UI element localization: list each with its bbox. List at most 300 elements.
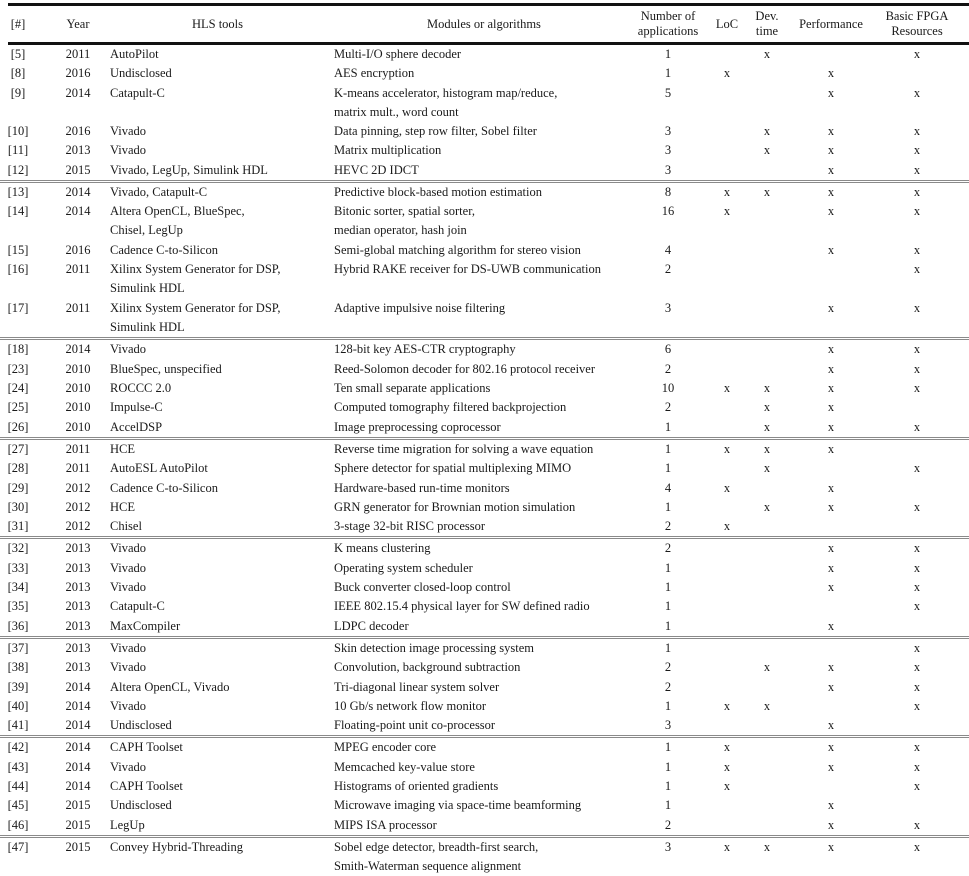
cell-num-applications: 1 bbox=[664, 441, 672, 456]
table-row bbox=[0, 517, 969, 536]
cell-performance: x bbox=[827, 499, 835, 514]
cell-modules-line: Operating system scheduler bbox=[334, 560, 473, 575]
cell-modules-line: 128-bit key AES-CTR cryptography bbox=[334, 342, 516, 357]
cell-modules-line: Predictive block-based motion estimation bbox=[334, 185, 542, 200]
cell-hls-tools bbox=[110, 418, 325, 437]
cell-hls-tools bbox=[110, 398, 325, 417]
cell-fpga-resources: x bbox=[913, 640, 921, 655]
cell-year: 2012 bbox=[65, 519, 91, 534]
cell-hls-tools-line: Vivado bbox=[110, 580, 147, 595]
table-row bbox=[0, 202, 969, 241]
cell-fpga-resources: x bbox=[913, 560, 921, 575]
cell-modules-line: Data pinning, step row filter, Sobel filter bbox=[334, 124, 537, 139]
cell-ref: [36] bbox=[7, 618, 29, 633]
cell-loc: x bbox=[723, 204, 731, 219]
cell-hls-tools-line: Vivado bbox=[110, 640, 147, 655]
cell-num-applications: 1 bbox=[664, 798, 672, 813]
cell-ref: [23] bbox=[7, 361, 29, 376]
cell-ref: [5] bbox=[10, 47, 26, 61]
table-row bbox=[0, 716, 969, 735]
header-ref-label: [#] bbox=[10, 16, 26, 31]
cell-hls-tools bbox=[110, 716, 325, 735]
cell-modules bbox=[334, 716, 634, 735]
cell-modules bbox=[334, 738, 634, 757]
header-performance bbox=[792, 6, 870, 42]
cell-modules bbox=[334, 418, 634, 437]
cell-hls-tools-line: HCE bbox=[110, 499, 135, 514]
cell-hls-tools bbox=[110, 260, 325, 298]
cell-modules-line: Ten small separate applications bbox=[334, 381, 491, 396]
cell-loc: x bbox=[723, 185, 731, 200]
cell-num-applications: 1 bbox=[664, 499, 672, 514]
cell-num-applications: 2 bbox=[664, 679, 672, 694]
cell-ref: [30] bbox=[7, 499, 29, 514]
cell-hls-tools-line: AccelDSP bbox=[110, 419, 163, 434]
cell-performance: x bbox=[827, 660, 835, 675]
cell-performance: x bbox=[827, 679, 835, 694]
table-row bbox=[0, 816, 969, 835]
cell-year: 2013 bbox=[65, 618, 91, 633]
cell-performance: x bbox=[827, 839, 835, 854]
cell-hls-tools-line: CAPH Toolset bbox=[110, 778, 183, 793]
cell-year: 2014 bbox=[65, 698, 91, 713]
cell-hls-tools bbox=[110, 161, 325, 180]
cell-hls-tools-line: HCE bbox=[110, 441, 135, 456]
cell-modules-line: HEVC 2D IDCT bbox=[334, 162, 419, 177]
table-row bbox=[0, 260, 969, 299]
table-row bbox=[0, 559, 969, 578]
cell-ref: [40] bbox=[7, 698, 29, 713]
table-row bbox=[0, 639, 969, 658]
cell-modules bbox=[334, 479, 634, 498]
cell-modules bbox=[334, 838, 634, 876]
table-row bbox=[0, 658, 969, 677]
cell-dev-time: x bbox=[763, 381, 771, 396]
cell-hls-tools-line: Cadence C-to-Silicon bbox=[110, 242, 218, 257]
cell-num-applications: 10 bbox=[661, 381, 675, 396]
cell-num-applications: 5 bbox=[664, 85, 672, 100]
cell-performance: x bbox=[827, 342, 835, 357]
row-group bbox=[0, 835, 969, 876]
cell-num-applications: 1 bbox=[664, 740, 672, 755]
cell-ref: [26] bbox=[7, 419, 29, 434]
cell-year: 2014 bbox=[65, 759, 91, 774]
table-row bbox=[0, 122, 969, 141]
cell-year: 2014 bbox=[65, 85, 91, 100]
cell-modules bbox=[334, 84, 634, 122]
cell-fpga-resources: x bbox=[913, 778, 921, 793]
cell-modules-line: median operator, hash join bbox=[334, 223, 467, 238]
cell-modules-line: 3-stage 32-bit RISC processor bbox=[334, 519, 486, 534]
cell-dev-time: x bbox=[763, 698, 771, 713]
cell-year: 2013 bbox=[65, 541, 91, 556]
cell-dev-time: x bbox=[763, 441, 771, 456]
cell-num-applications: 2 bbox=[664, 262, 672, 277]
cell-loc: x bbox=[723, 759, 731, 774]
cell-ref: [24] bbox=[7, 381, 29, 396]
cell-fpga-resources: x bbox=[913, 162, 921, 177]
cell-modules-line: MIPS ISA processor bbox=[334, 817, 437, 832]
cell-modules bbox=[334, 539, 634, 558]
cell-hls-tools-line: Vivado bbox=[110, 541, 147, 556]
table-row bbox=[0, 379, 969, 398]
cell-hls-tools bbox=[110, 122, 325, 141]
cell-num-applications: 1 bbox=[664, 618, 672, 633]
cell-num-applications: 2 bbox=[664, 519, 672, 534]
cell-year: 2011 bbox=[65, 300, 91, 315]
cell-modules-line: Skin detection image processing system bbox=[334, 640, 534, 655]
cell-modules bbox=[334, 440, 634, 459]
cell-hls-tools-line: Vivado bbox=[110, 124, 147, 139]
cell-performance: x bbox=[827, 480, 835, 495]
cell-modules-line: K-means accelerator, histogram map/reduce, bbox=[334, 85, 558, 100]
table-row bbox=[0, 64, 969, 83]
cell-hls-tools bbox=[110, 479, 325, 498]
cell-hls-tools-line: Undisclosed bbox=[110, 718, 172, 733]
cell-performance: x bbox=[827, 618, 835, 633]
cell-hls-tools-line: Vivado, LegUp, Simulink HDL bbox=[110, 162, 268, 177]
cell-hls-tools bbox=[110, 597, 325, 616]
cell-hls-tools bbox=[110, 639, 325, 658]
table-row bbox=[0, 578, 969, 597]
cell-hls-tools bbox=[110, 84, 325, 103]
cell-fpga-resources: x bbox=[913, 361, 921, 376]
cell-num-applications: 1 bbox=[664, 47, 672, 61]
cell-modules-line: Semi-global matching algorithm for stereo vision bbox=[334, 242, 581, 257]
cell-hls-tools-line: Vivado bbox=[110, 698, 147, 713]
cell-year: 2013 bbox=[65, 580, 91, 595]
cell-fpga-resources: x bbox=[913, 262, 921, 277]
cell-ref: [33] bbox=[7, 560, 29, 575]
cell-performance: x bbox=[827, 185, 835, 200]
cell-hls-tools-line: Cadence C-to-Silicon bbox=[110, 480, 218, 495]
cell-year: 2015 bbox=[65, 817, 91, 832]
cell-num-applications: 3 bbox=[664, 839, 672, 854]
cell-performance: x bbox=[827, 541, 835, 556]
cell-modules bbox=[334, 379, 634, 398]
cell-hls-tools bbox=[110, 559, 325, 578]
table-row bbox=[0, 161, 969, 180]
cell-year: 2011 bbox=[65, 441, 91, 456]
cell-fpga-resources: x bbox=[913, 839, 921, 854]
cell-fpga-resources: x bbox=[913, 47, 921, 61]
cell-hls-tools bbox=[110, 678, 325, 697]
cell-ref: [29] bbox=[7, 480, 29, 495]
cell-ref: [12] bbox=[7, 162, 29, 177]
table-row bbox=[0, 183, 969, 202]
cell-year: 2010 bbox=[65, 361, 91, 376]
cell-modules-line: K means clustering bbox=[334, 541, 431, 556]
cell-ref: [25] bbox=[7, 400, 29, 415]
table-body bbox=[0, 45, 969, 876]
cell-performance: x bbox=[827, 419, 835, 434]
cell-modules-line: Histograms of oriented gradients bbox=[334, 778, 499, 793]
cell-modules-line: 10 Gb/s network flow monitor bbox=[334, 698, 487, 713]
header-num-apps-line2: applications bbox=[637, 24, 699, 38]
cell-performance: x bbox=[827, 300, 835, 315]
cell-fpga-resources: x bbox=[913, 541, 921, 556]
cell-fpga-resources: x bbox=[913, 185, 921, 200]
cell-hls-tools-line: Simulink HDL bbox=[110, 281, 185, 296]
table-row bbox=[0, 84, 969, 123]
cell-loc: x bbox=[723, 480, 731, 495]
cell-modules bbox=[334, 777, 634, 796]
table-row bbox=[0, 796, 969, 815]
cell-year: 2016 bbox=[65, 242, 91, 257]
cell-modules bbox=[334, 658, 634, 677]
cell-modules bbox=[334, 45, 634, 64]
header-dev-line1: Dev. bbox=[755, 9, 779, 23]
header-resources-line2: Resources bbox=[891, 24, 943, 38]
table-row bbox=[0, 241, 969, 260]
cell-fpga-resources: x bbox=[913, 679, 921, 694]
header-resources bbox=[872, 6, 962, 42]
table-row bbox=[0, 738, 969, 757]
row-group bbox=[0, 735, 969, 834]
cell-hls-tools-line: MaxCompiler bbox=[110, 618, 181, 633]
cell-hls-tools bbox=[110, 796, 325, 815]
cell-hls-tools bbox=[110, 697, 325, 716]
cell-modules bbox=[334, 796, 634, 815]
cell-ref: [15] bbox=[7, 242, 29, 257]
row-group bbox=[0, 437, 969, 536]
cell-modules-line: Matrix multiplication bbox=[334, 143, 442, 158]
cell-year: 2013 bbox=[65, 560, 91, 575]
cell-ref: [18] bbox=[7, 342, 29, 357]
cell-fpga-resources: x bbox=[913, 342, 921, 357]
cell-ref: [13] bbox=[7, 185, 29, 200]
cell-modules bbox=[334, 64, 634, 83]
cell-year: 2011 bbox=[65, 262, 91, 277]
cell-hls-tools-line: Vivado bbox=[110, 759, 147, 774]
cell-ref: [28] bbox=[7, 461, 29, 476]
cell-dev-time: x bbox=[763, 47, 771, 61]
cell-hls-tools bbox=[110, 578, 325, 597]
cell-num-applications: 3 bbox=[664, 718, 672, 733]
cell-modules-line: Hybrid RAKE receiver for DS-UWB communication bbox=[334, 262, 601, 277]
cell-ref: [32] bbox=[7, 541, 29, 556]
table-row bbox=[0, 838, 969, 876]
cell-year: 2010 bbox=[65, 400, 91, 415]
cell-year: 2014 bbox=[65, 740, 91, 755]
cell-modules bbox=[334, 122, 634, 141]
cell-dev-time: x bbox=[763, 499, 771, 514]
cell-modules bbox=[334, 299, 634, 318]
table-row bbox=[0, 697, 969, 716]
cell-hls-tools-line: Xilinx System Generator for DSP, bbox=[110, 262, 281, 277]
cell-hls-tools-line: Chisel, LegUp bbox=[110, 223, 183, 238]
cell-modules bbox=[334, 559, 634, 578]
cell-modules-line: Smith-Waterman sequence alignment bbox=[334, 858, 522, 873]
header-tools-label: HLS tools bbox=[191, 16, 244, 31]
cell-year: 2010 bbox=[65, 381, 91, 396]
cell-fpga-resources: x bbox=[913, 242, 921, 257]
cell-performance: x bbox=[827, 740, 835, 755]
cell-modules-line: Computed tomography filtered backprojection bbox=[334, 400, 567, 415]
cell-fpga-resources: x bbox=[913, 599, 921, 614]
header-tools bbox=[110, 6, 325, 42]
cell-ref: [14] bbox=[7, 204, 29, 219]
row-group bbox=[0, 536, 969, 635]
cell-year: 2014 bbox=[65, 778, 91, 793]
cell-hls-tools-line: Xilinx System Generator for DSP, bbox=[110, 300, 281, 315]
cell-num-applications: 2 bbox=[664, 817, 672, 832]
cell-num-applications: 1 bbox=[664, 778, 672, 793]
cell-performance: x bbox=[827, 798, 835, 813]
cell-year: 2013 bbox=[65, 143, 91, 158]
cell-year: 2016 bbox=[65, 124, 91, 139]
cell-year: 2014 bbox=[65, 718, 91, 733]
header-year-label: Year bbox=[66, 16, 90, 31]
cell-hls-tools bbox=[110, 202, 325, 240]
cell-modules-line: Memcached key-value store bbox=[334, 759, 475, 774]
cell-dev-time: x bbox=[763, 124, 771, 139]
cell-hls-tools bbox=[110, 777, 325, 796]
cell-ref: [41] bbox=[7, 718, 29, 733]
cell-modules bbox=[334, 498, 634, 517]
cell-year: 2011 bbox=[65, 461, 91, 476]
cell-performance: x bbox=[827, 580, 835, 595]
cell-modules-line: GRN generator for Brownian motion simulation bbox=[334, 499, 576, 514]
cell-loc: x bbox=[723, 381, 731, 396]
cell-hls-tools-line: Chisel bbox=[110, 519, 142, 534]
cell-hls-tools-line: Simulink HDL bbox=[110, 319, 185, 334]
table-row bbox=[0, 617, 969, 636]
cell-modules-line: LDPC decoder bbox=[334, 618, 409, 633]
cell-fpga-resources: x bbox=[913, 499, 921, 514]
cell-loc: x bbox=[723, 441, 731, 456]
cell-modules bbox=[334, 260, 634, 279]
table-row bbox=[0, 141, 969, 160]
cell-num-applications: 8 bbox=[664, 185, 672, 200]
cell-hls-tools bbox=[110, 64, 325, 83]
cell-hls-tools-line: Vivado, Catapult-C bbox=[110, 185, 208, 200]
cell-performance: x bbox=[827, 162, 835, 177]
cell-num-applications: 1 bbox=[664, 759, 672, 774]
cell-ref: [27] bbox=[7, 441, 29, 456]
cell-modules bbox=[334, 360, 634, 379]
cell-ref: [45] bbox=[7, 798, 29, 813]
table-row bbox=[0, 340, 969, 359]
cell-fpga-resources: x bbox=[913, 124, 921, 139]
cell-ref: [43] bbox=[7, 759, 29, 774]
cell-hls-tools bbox=[110, 241, 325, 260]
table-row bbox=[0, 299, 969, 338]
cell-hls-tools bbox=[110, 539, 325, 558]
cell-hls-tools bbox=[110, 141, 325, 160]
cell-year: 2011 bbox=[65, 47, 91, 61]
cell-modules-line: Buck converter closed-loop control bbox=[334, 580, 511, 595]
cell-ref: [8] bbox=[10, 66, 26, 81]
cell-hls-tools bbox=[110, 517, 325, 536]
cell-hls-tools-line: Vivado bbox=[110, 660, 147, 675]
header-num-apps bbox=[632, 6, 704, 42]
cell-year: 2013 bbox=[65, 660, 91, 675]
cell-hls-tools-line: AutoESL AutoPilot bbox=[110, 461, 208, 476]
cell-performance: x bbox=[827, 143, 835, 158]
cell-num-applications: 1 bbox=[664, 640, 672, 655]
cell-loc: x bbox=[723, 66, 731, 81]
cell-hls-tools bbox=[110, 440, 325, 459]
cell-num-applications: 2 bbox=[664, 541, 672, 556]
cell-num-applications: 2 bbox=[664, 361, 672, 376]
cell-num-applications: 3 bbox=[664, 124, 672, 139]
cell-ref: [42] bbox=[7, 740, 29, 755]
cell-modules bbox=[334, 340, 634, 359]
cell-hls-tools-line: AutoPilot bbox=[110, 47, 159, 61]
cell-hls-tools-line: LegUp bbox=[110, 817, 145, 832]
cell-year: 2015 bbox=[65, 162, 91, 177]
cell-loc: x bbox=[723, 839, 731, 854]
cell-year: 2016 bbox=[65, 66, 91, 81]
cell-fpga-resources: x bbox=[913, 419, 921, 434]
table-row bbox=[0, 758, 969, 777]
cell-hls-tools bbox=[110, 45, 325, 64]
cell-hls-tools-line: Vivado bbox=[110, 143, 147, 158]
cell-year: 2014 bbox=[65, 679, 91, 694]
cell-ref: [35] bbox=[7, 599, 29, 614]
table-row bbox=[0, 45, 969, 64]
cell-loc: x bbox=[723, 698, 731, 713]
cell-modules-line: matrix mult., word count bbox=[334, 104, 459, 119]
cell-fpga-resources: x bbox=[913, 85, 921, 100]
cell-performance: x bbox=[827, 441, 835, 456]
cell-modules-line: Convolution, background subtraction bbox=[334, 660, 521, 675]
header-loc bbox=[712, 6, 742, 42]
header-modules-label: Modules or algorithms bbox=[427, 16, 541, 31]
cell-modules bbox=[334, 578, 634, 597]
cell-num-applications: 1 bbox=[664, 599, 672, 614]
cell-year: 2012 bbox=[65, 499, 91, 514]
cell-hls-tools-line: Vivado bbox=[110, 342, 147, 357]
table-row bbox=[0, 418, 969, 437]
cell-year: 2014 bbox=[65, 185, 91, 200]
cell-dev-time: x bbox=[763, 461, 771, 476]
table-row bbox=[0, 440, 969, 459]
cell-modules-line: MPEG encoder core bbox=[334, 740, 437, 755]
cell-performance: x bbox=[827, 66, 835, 81]
cell-performance: x bbox=[827, 718, 835, 733]
cell-fpga-resources: x bbox=[913, 300, 921, 315]
cell-loc: x bbox=[723, 519, 731, 534]
cell-modules-line: Floating-point unit co-processor bbox=[334, 718, 496, 733]
cell-loc: x bbox=[723, 778, 731, 793]
cell-hls-tools-line: Altera OpenCL, Vivado bbox=[110, 679, 230, 694]
cell-year: 2014 bbox=[65, 204, 91, 219]
cell-modules-line: Multi-I/O sphere decoder bbox=[334, 47, 462, 61]
cell-modules-line: Reed-Solomon decoder for 802.16 protocol receiver bbox=[334, 361, 596, 376]
header-dev-time bbox=[750, 6, 784, 42]
cell-num-applications: 6 bbox=[664, 342, 672, 357]
cell-loc: x bbox=[723, 740, 731, 755]
cell-modules bbox=[334, 597, 634, 616]
cell-hls-tools-line: Undisclosed bbox=[110, 66, 172, 81]
cell-modules-line: Sphere detector for spatial multiplexing MIMO bbox=[334, 461, 572, 476]
cell-year: 2015 bbox=[65, 798, 91, 813]
cell-fpga-resources: x bbox=[913, 698, 921, 713]
cell-modules bbox=[334, 202, 634, 240]
cell-dev-time: x bbox=[763, 660, 771, 675]
cell-modules bbox=[334, 697, 634, 716]
table-row bbox=[0, 398, 969, 417]
cell-dev-time: x bbox=[763, 185, 771, 200]
cell-dev-time: x bbox=[763, 400, 771, 415]
cell-hls-tools bbox=[110, 299, 325, 337]
cell-num-applications: 1 bbox=[664, 461, 672, 476]
cell-fpga-resources: x bbox=[913, 817, 921, 832]
cell-hls-tools bbox=[110, 459, 325, 478]
cell-num-applications: 1 bbox=[664, 419, 672, 434]
